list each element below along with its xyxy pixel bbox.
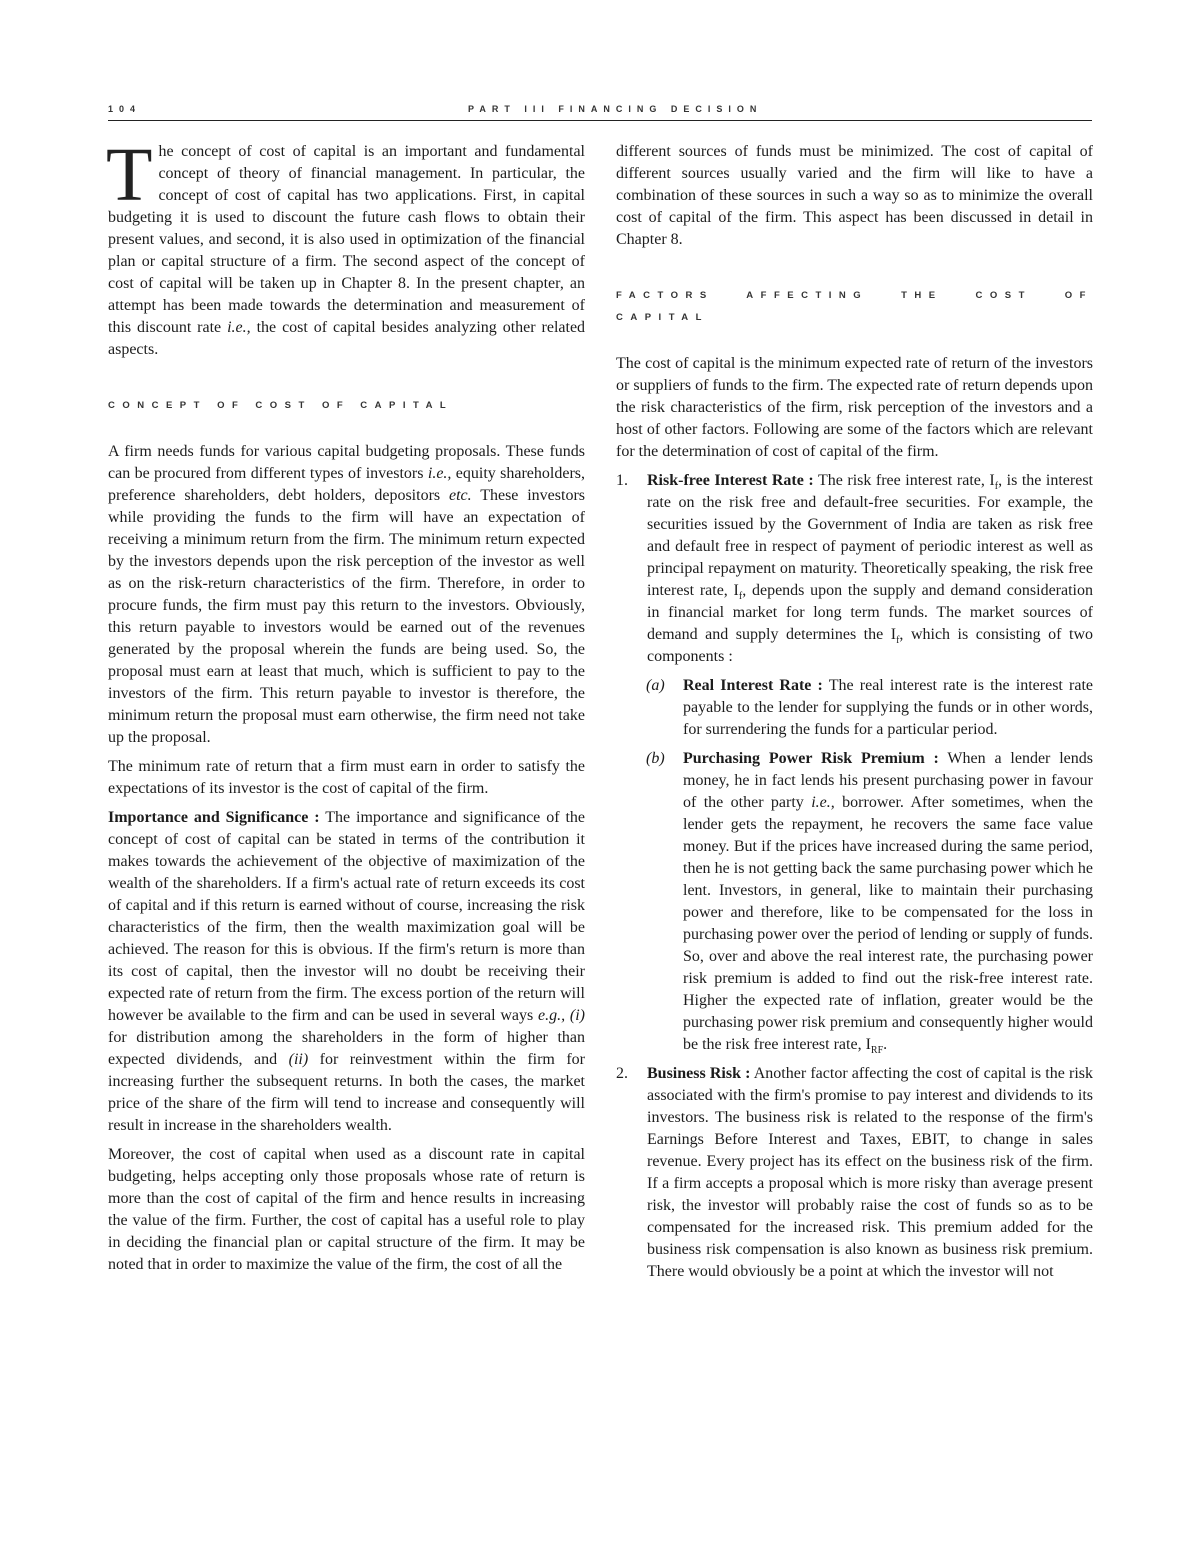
paragraph-firm-needs-funds: A firm needs funds for various capital budgeting proposals. These funds can be procured from different types of investors i.e., equity shareholders, preference shareholders, debt holders, depositors etc. These investors while providing the funds to the firm will have an expectation of receiving a minimum return from the firm. The minimum return expected by the investors depends upon the risk perception of the investor as well as on the risk-return characteristics of the firm. Therefore, in order to procure funds, the firm must pay this return to the investors. Obviously, this return payable to investors would be earned out of the revenues generated by the proposal wherein the funds are being used. So, the proposal must earn at least that much, which is sufficient to pay to the investors of the firm. This return payable to investor is therefore, the minimum return the proposal must earn otherwise, the firm need not take up the proposal. [108, 443, 586, 746]
intro-paragraph: The concept of cost of capital is an important and fundamental concept of theory of financial management. In particular, the concept of cost of capital has two applications. First, in capital budgeting it is used to discount the future cash flows to obtain their present values, and second, it is also used in optimization of the financial plan or capital structure of a firm. The second aspect of the concept of cost of capital will be taken up in Chapter 8. In the present chapter, an attempt has been made towards the determination and measurement of this discount rate i.e., the cost of capital besides analyzing other related aspects. [106, 133, 586, 358]
left-column [106, 133, 586, 1283]
right-column [616, 141, 1093, 1290]
list-item-risk-free: 1. Risk-free Interest Rate : The risk free interest rate, $I_f$, is the interest rate on the risk free and default-free securities. For example, the securities issued by the Government of India are taken as risk free and default free in respect of payment of periodic interest as well as principal repayment on maturity. Theoretically speaking, the risk free interest rate, $I_f$, depends upon the supply and demand consideration in financial market for long term funds. The market sources of demand and supply determines the $I_f$, which is consisting of two components : [616, 472, 1094, 665]
part-title: PART III FINANCING DECISION [468, 104, 763, 114]
paragraph-importance: Importance and Significance : The importance and significance of the concept of cost of capital can be stated in terms of the contribution it makes towards the achievement of the objective of maximization of the wealth of the shareholders. If a firm's actual rate of return exceeds its cost of capital and if this return is earned without of course, increasing the risk characteristics of the firm, then the wealth maximization goal will be achieved. The reason for this is obvious. If the firm's return is more than its cost of capital, then the investor will no doubt be receiving their expected rate of return from the firm. The excess portion of the return will however be available to the firm and can be used in several ways e.g., (i) for distribution among the shareholders in the form of higher than expected dividends, and (ii) for reinvestment within the firm for increasing further the subsequent returns. In both the cases, the market price of the share of the firm will tend to increase and consequently will result in increase in the shareholders wealth. [108, 809, 586, 1134]
section-heading-concept: CONCEPT OF COST OF CAPITAL [108, 400, 454, 411]
list-item-business-risk: 2. Business Risk : Another factor affecting the cost of capital is the risk associated with the firm's promise to pay interest and dividends to its investors. The business risk is related to the response of the firm's Earnings Before Interest and Taxes, EBIT, to change in sales revenue. Every project has its effect on the business risk of the firm. If a firm accepts a proposal which is more risky than average present risk, the investor will probably raise the cost of funds so as to be compensated for the increased risk. This premium added for the business risk compensation is also known as business risk premium. There would obviously be a point at which the investor will not [616, 1065, 1093, 1280]
item-number: 2. [616, 1065, 628, 1082]
paragraph-minimum-rate: The minimum rate of return that a firm must earn in order to satisfy the expectations of its investor is the cost of capital of the firm. [108, 758, 585, 797]
item-number: 1. [616, 472, 628, 489]
item-title: Business Risk : [647, 1065, 751, 1082]
paragraph-continuation: different sources of funds must be minimized. The cost of capital of different sources usually varied and the firm will like to have a combination of these sources in such a way so as to minimize the overall cost of capital of the firm. This aspect has been discussed in detail in Chapter 8. [616, 143, 1093, 248]
section-heading-factors: FACTORS AFFECTING THE COST OF CAPITAL [616, 290, 1093, 323]
paragraph-moreover: Moreover, the cost of capital when used as a discount rate in capital budgeting, helps accepting only those proposals whose rate of return is more than the cost of capital of the firm and hence results in increasing the value of the firm. Further, the cost of capital has a useful role to play in deciding the financial plan or capital structure of the firm. It may be noted that in order to maximize the value of the firm, the cost of all the [108, 1146, 585, 1273]
sub-item-title: Real Interest Rate : [683, 677, 823, 694]
sub-item-label: (b) [646, 750, 665, 767]
paragraph-factors-intro: The cost of capital is the minimum expected rate of return of the investors or suppliers of funds to the firm. The expected rate of return depends upon the risk characteristics of the firm, risk perception of the investors and a host of other factors. Following are some of the factors which are relevant for the determination of cost of capital of the firm. [616, 355, 1093, 460]
page-number: 104 [108, 104, 142, 114]
sub-item-purchasing-power: (b) Purchasing Power Risk Premium : When a lender lends money, he in fact lends his present purchasing power in favour of the other party i.e., borrower. After sometimes, when the lender gets the repayment, he recovers the same face value money. But if the prices have increased during the same period, then he is not getting back the same purchasing power which he lent. Investors, in general, like to maintain their purchasing power and therefore, like to be compensated for the loss in purchasing power over the period of lending or supply of funds. So, over and above the real interest rate, the purchasing power risk premium is added to find out the risk-free interest rate. Higher the expected rate of inflation, greater would be the purchasing power risk premium and consequently higher would be the risk free interest rate, $I_{RF}$. [646, 750, 1094, 1057]
sub-item-title: Purchasing Power Risk Premium : [683, 750, 939, 767]
drop-cap: T [106, 133, 153, 217]
item-title: Risk-free Interest Rate : [647, 472, 814, 489]
running-header [108, 100, 1092, 121]
sub-item-real-interest: (a) Real Interest Rate : The real interest rate is the interest rate payable to the lender for supplying the funds or in other words, for surrendering the funds for a particular period. [646, 677, 1093, 738]
sub-item-label: (a) [646, 677, 665, 694]
importance-title: Importance and Significance : [108, 809, 320, 826]
